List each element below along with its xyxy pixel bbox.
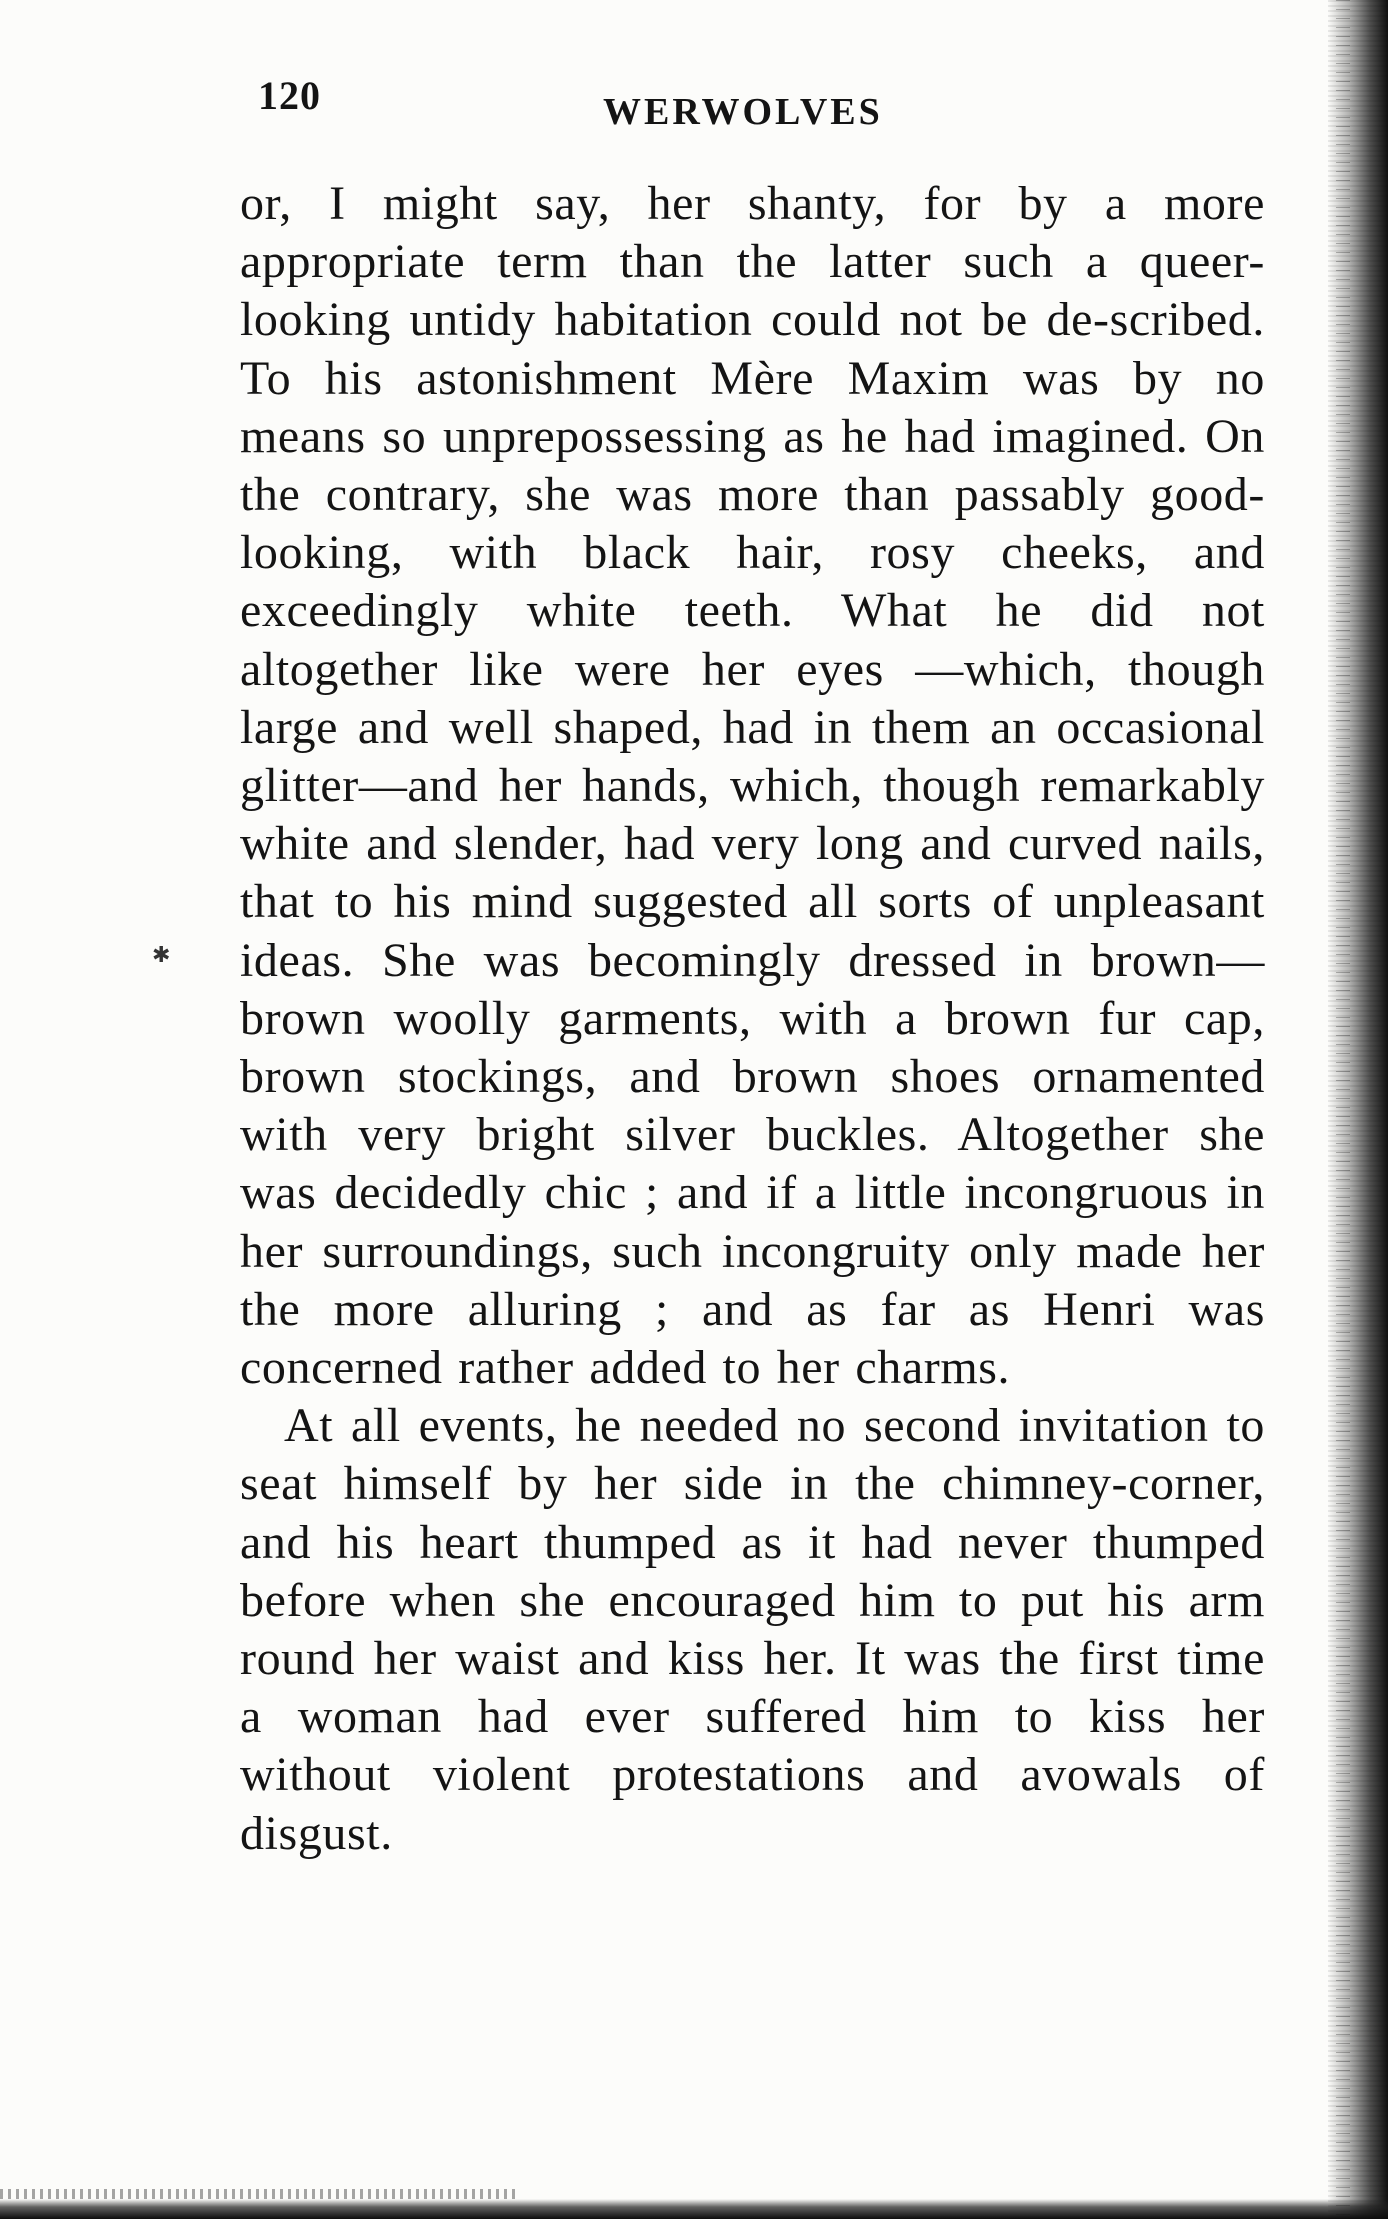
body-text	[240, 175, 1265, 1863]
margin-mark-icon: ✱	[152, 942, 171, 967]
paragraph-2: At all events, he needed no second invitation to seat himself by her side in the chimney-corner, and his heart thumped as it had never thumped before when she encouraged him to put his arm round her waist and kiss her. It was the first time a woman had ever suffered him to kiss her without violent protestations and avowals of disgust.	[240, 1399, 1265, 1860]
running-title: WERWOLVES	[603, 91, 883, 133]
page-binding-edge	[1328, 0, 1388, 2219]
page-bottom-edge	[0, 2199, 1388, 2219]
running-head	[258, 72, 1258, 142]
page-number: 120	[258, 73, 321, 118]
paragraph-1: or, I might say, her shanty, for by a more appropriate term than the latter such a queer-looking untidy habitation could not be de-scribed. To his astonishment Mère Maxim was by no means so unprepossessing as he had imagined. On the contrary, she was more than passably good-looking, with black hair, rosy cheeks, and exceedingly white teeth. What he did not altogether like were her eyes —which, though large and well shaped, had in them an occasional glitter—and her hands, which, though remarkably white and slender, had very long and curved nails, that to his mind suggested all sorts of unpleasant ideas. She was becomingly dressed in brown—brown woolly garments, with a brown fur cap, brown stockings, and brown shoes ornamented with very bright silver buckles. Altogether she was decidedly chic ; and if a little incongruous in her surroundings, such incongruity only made her the more alluring ; and as far as Henri was concerned rather added to her charms.	[240, 177, 1265, 1395]
